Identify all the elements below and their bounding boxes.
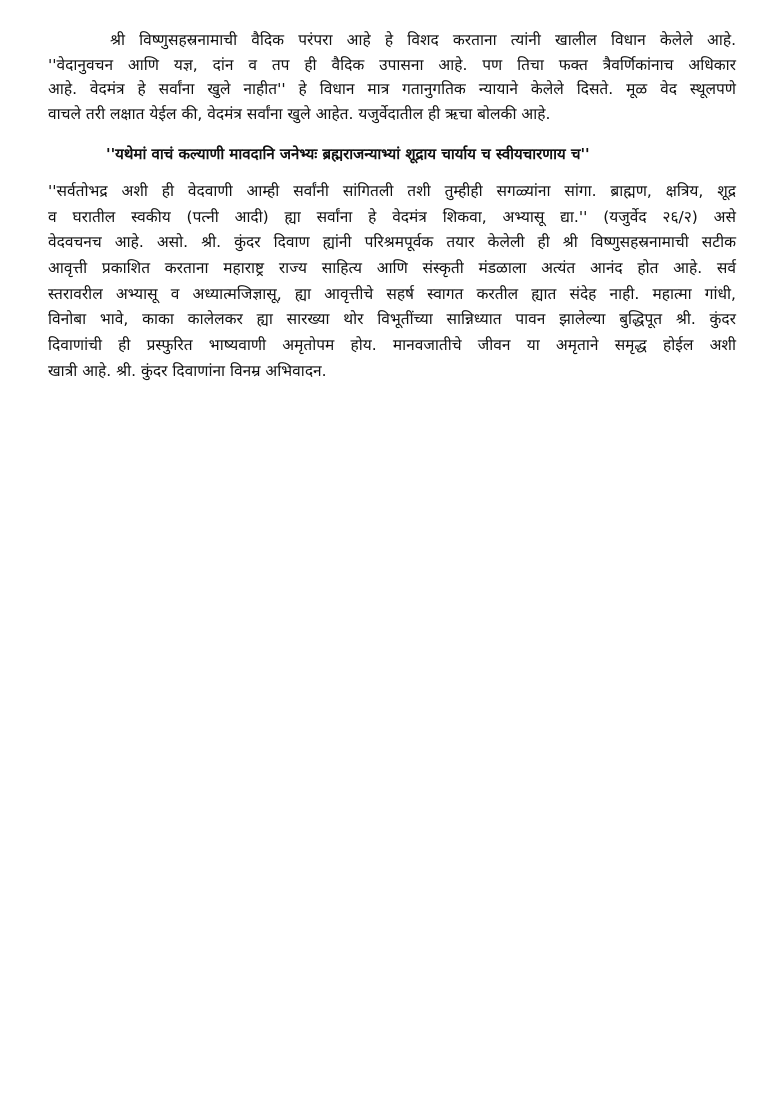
text-line: खात्री आहे. श्री. कुंदर दिवाणांना विनम्र अभिवादन.: [48, 361, 327, 380]
text-line: व घरातील स्वकीय (पत्नी आदी) ह्या सर्वांना हे वेदमंत्र शिकवा, अभ्यासू द्या.'' (यजुर्वेद २६/२) असे: [48, 207, 736, 226]
text-line: स्तरावरील अभ्यासू व अध्यात्मजिज्ञासू, ह्या आवृत्तीचे सहर्ष स्वागत करतील ह्यात संदेह नाही. महात्मा गांधी,: [48, 284, 736, 303]
text-line: आहे. वेदमंत्र हे सर्वांना खुले नाहीत'' हे विधान मात्र गतानुगतिक न्यायाने केलेले दिसते. मूळ वेद स्थूलपणे: [48, 80, 736, 98]
text-line: विनोबा भावे, काका कालेलकर ह्या सारख्या थोर विभूतींच्या सान्निध्यात पावन झालेल्या बुद्धिपूत श्री. कुंदर: [48, 310, 736, 329]
document-page: [48, 28, 736, 385]
text-line: दिवाणांची ही प्रस्फुरित भाष्यवाणी अमृतोपम होय. मानवजातीचे जीवन या अमृताने समृद्ध होईल अशी: [48, 336, 736, 355]
text-line: ''वेदानुवचन आणि यज्ञ, दांन व तप ही वैदिक उपासना आहे. पण तिचा फक्त त्रैवर्णिकांनाच अधिकार: [48, 55, 736, 74]
paragraph-publication-note: [48, 179, 736, 385]
text-line: वाचले तरी लक्षात येईल की, वेदमंत्र सर्वांना खुले आहेत. यजुर्वेदातील ही ऋचा बोलकी आहे.: [48, 104, 551, 123]
paragraph-vedic-tradition: [48, 28, 736, 126]
text-line: आवृत्ती प्रकाशित करताना महाराष्ट्र राज्य साहित्य आणि संस्कृती मंडळाला अत्यंत आनंद होत आहे. सर्व: [48, 259, 736, 278]
text-line: ''सर्वतोभद्र अशी ही वेदवाणी आम्ही सर्वांनी सांगितली तशी तुम्हीही सगळ्यांना सांगा. ब्राह्मण, क्षत्रिय, शूद्र: [48, 182, 736, 200]
text-line: वेदवचनच आहे. असो. श्री. कुंदर दिवाण ह्यांनी परिश्रमपूर्वक तयार केलेली ही श्री विष्णुसहस्रनामाची सटीक: [48, 233, 736, 252]
text-line: श्री विष्णुसहस्रनामाची वैदिक परंपरा आहे हे विशद करताना त्यांनी खालील विधान केलेले आहे.: [110, 31, 736, 49]
yajurveda-verse-quote: ''यथेमां वाचं कल्याणी मावदानि जनेभ्यः ब्रह्मराजन्याभ्यां शूद्राय चार्याय च स्वीयचारणाय च'': [106, 145, 590, 163]
